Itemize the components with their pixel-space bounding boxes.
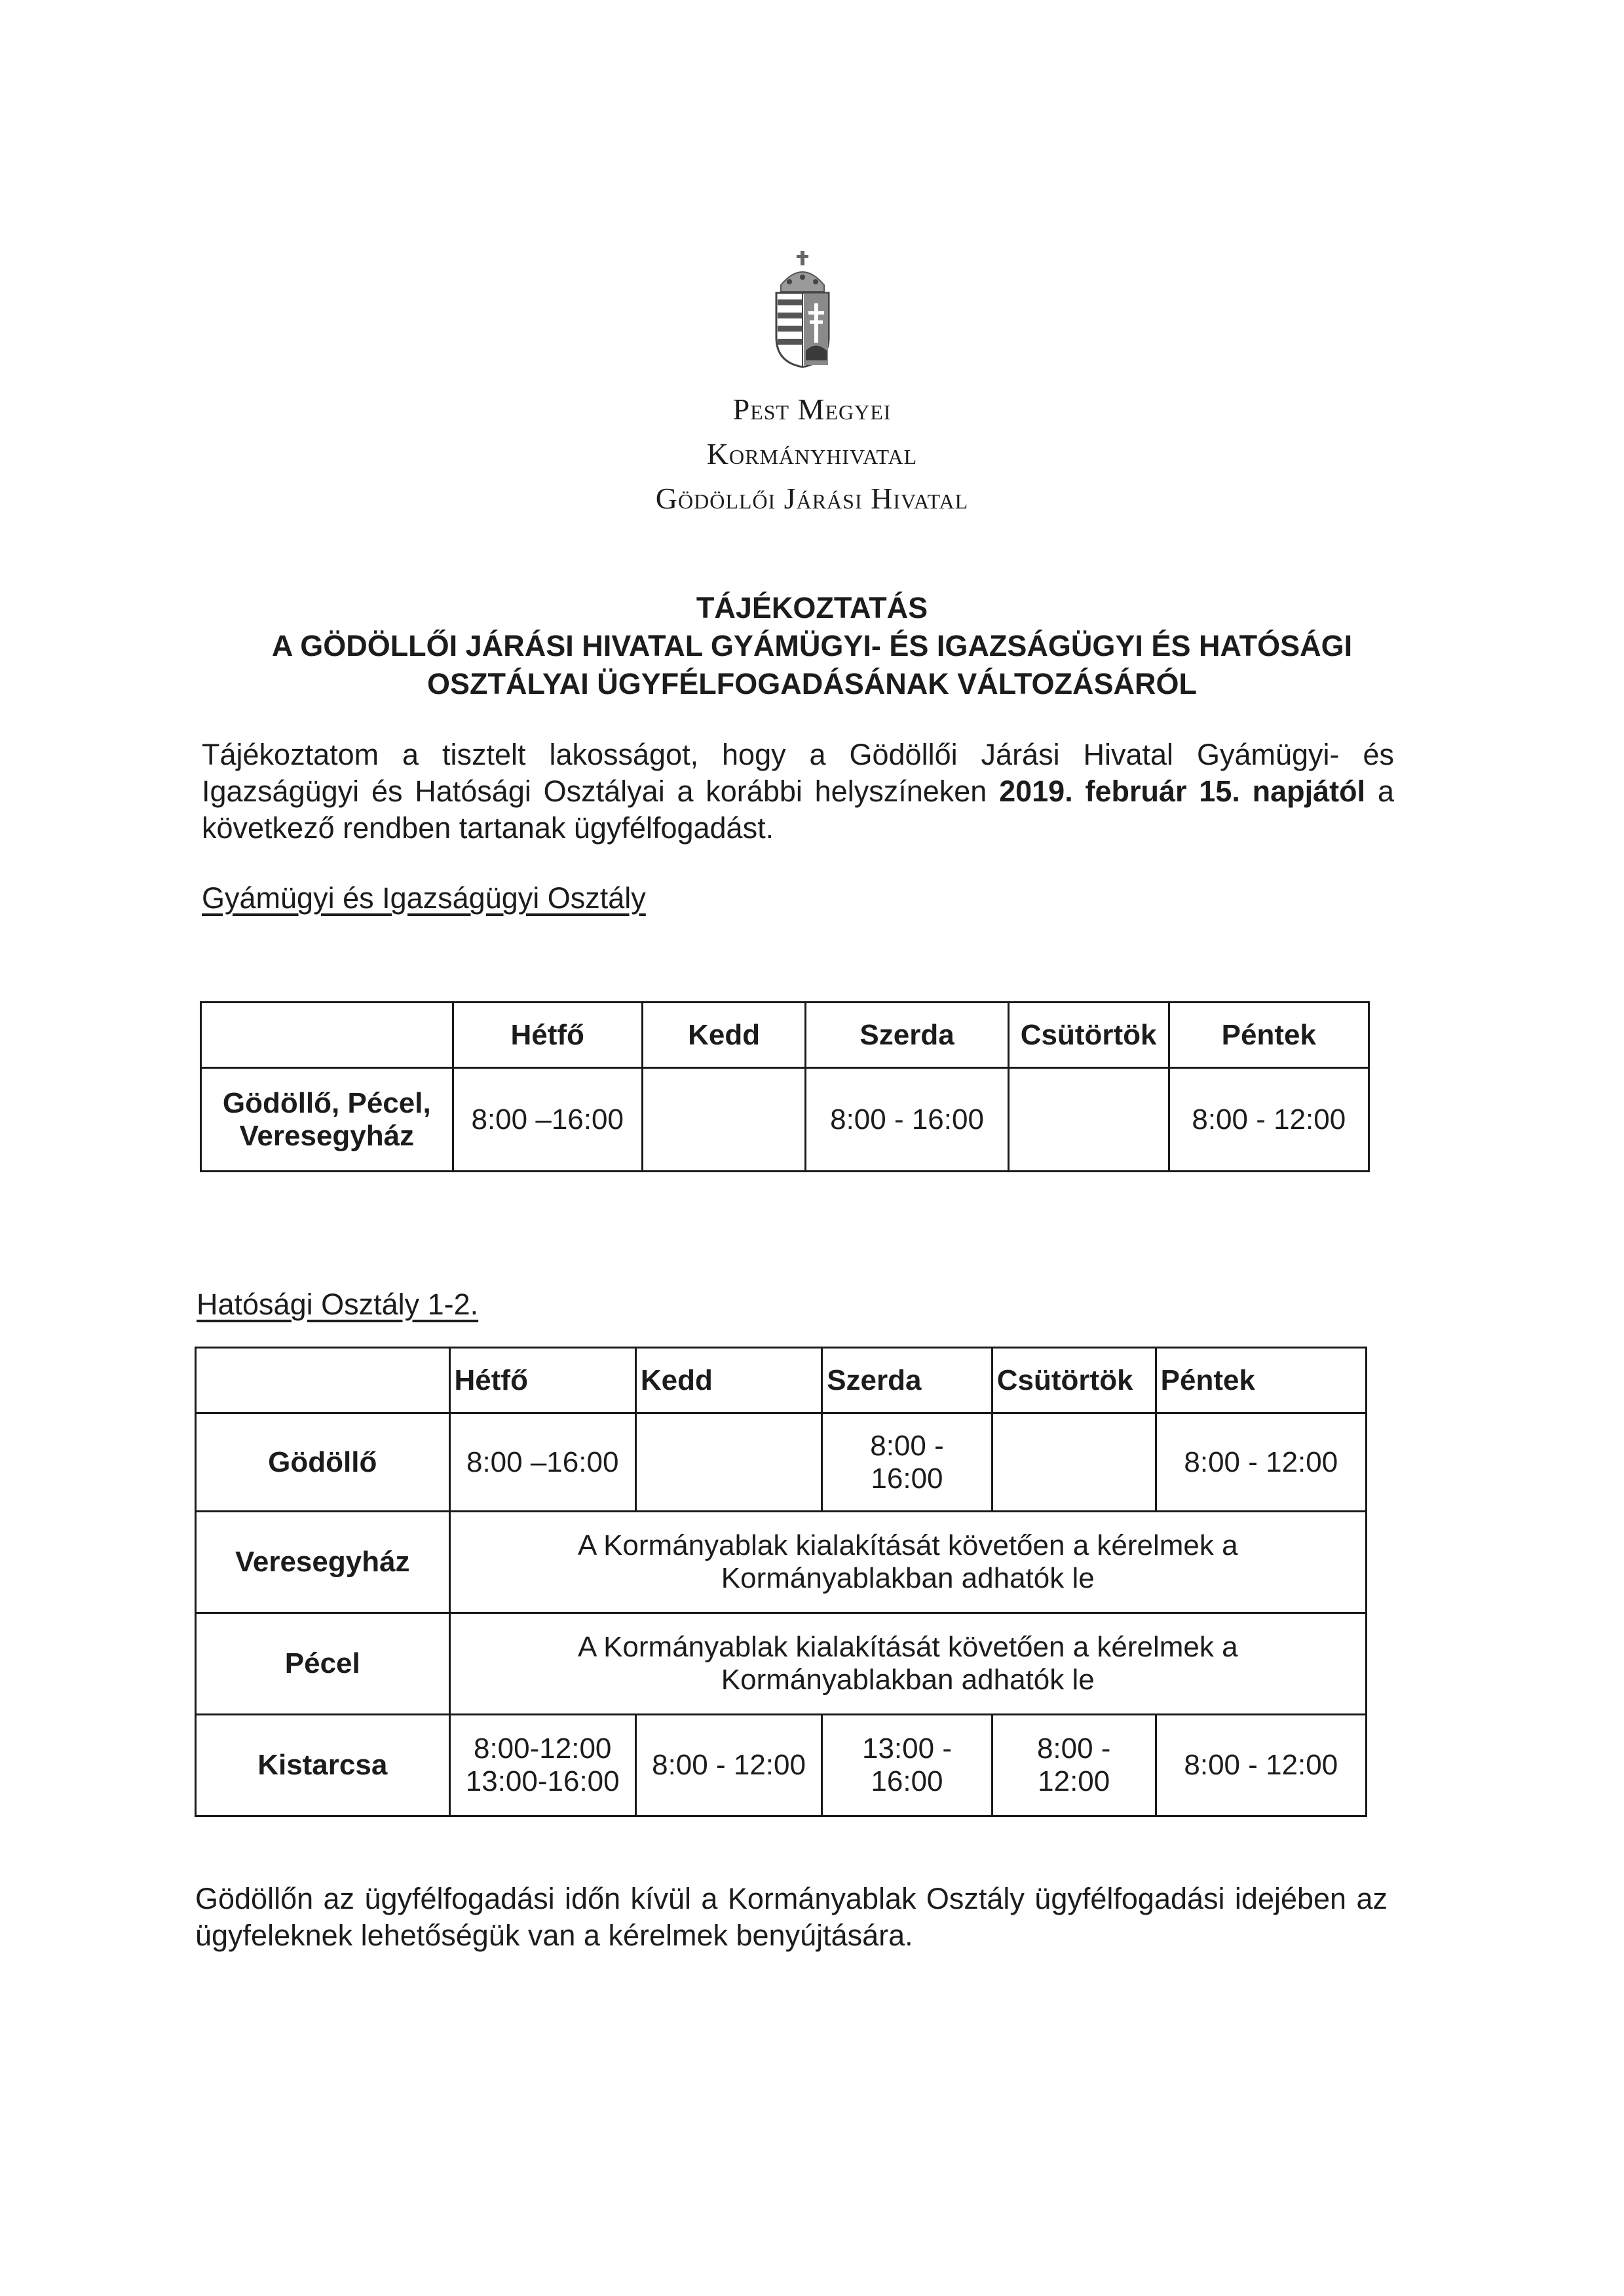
cell-line: 16:00 (871, 1765, 943, 1797)
section2-heading: Hatósági Osztály 1-2. (197, 1288, 479, 1321)
table2-day-header: Hétfő (449, 1348, 635, 1413)
table1-day-header: Csütörtök (1008, 1003, 1169, 1068)
table2-row-label: Gödöllő (196, 1413, 450, 1512)
table2-cell: 8:00 –16:00 (449, 1413, 635, 1512)
org-name-line3: Gödöllői Járási Hivatal (655, 482, 969, 515)
table2-day-header: Szerda (822, 1348, 992, 1413)
table2-cell (992, 1413, 1156, 1512)
table2-note-cell (449, 1512, 1366, 1613)
table2-day-header: Csütörtök (992, 1348, 1156, 1413)
table2-cell (992, 1715, 1156, 1816)
table2-cell: 8:00 - 12:00 (635, 1715, 821, 1816)
row-label-line: Gödöllő, Pécel, (222, 1086, 431, 1119)
intro-paragraph (202, 737, 1394, 847)
table1-cell: 8:00 - 16:00 (806, 1068, 1008, 1172)
intro-text: Tájékoztatom a tisztelt lakosságot, hogy a Gödöllői Járási Hivatal Gyámügyi- és Igazságügyi és Hatósági Osztályai a korábbi helyszíneken (202, 738, 1394, 808)
table2-row-label: Kistarcsa (196, 1715, 450, 1816)
row-label-line: Veresegyház (239, 1119, 415, 1152)
table2-cell: 8:00 - 12:00 (1156, 1715, 1366, 1816)
table2-cell (822, 1715, 992, 1816)
cell-line: 13:00-16:00 (465, 1765, 620, 1797)
table2-cell: 8:00 - 12:00 (1156, 1413, 1366, 1512)
coat-of-arms-icon (766, 246, 839, 370)
table2-day-header: Kedd (635, 1348, 821, 1413)
cell-line: 12:00 (1038, 1765, 1110, 1797)
note-line: A Kormányablak kialakítását követően a kérelmek a (577, 1529, 1238, 1561)
table1-row-label (201, 1068, 453, 1172)
cell-line: 13:00 - (861, 1732, 952, 1765)
cell-line: 16:00 (871, 1462, 943, 1495)
section1-heading: Gyámügyi és Igazságügyi Osztály (202, 881, 646, 915)
table1-day-header: Kedd (642, 1003, 805, 1068)
table1-cell (1008, 1068, 1169, 1172)
footer-paragraph: Gödöllőn az ügyfélfogadási időn kívül a Kormányablak Osztály ügyfélfogadási idejében az ügyfeleknek lehetőségük van a kérelmek benyújtására. (195, 1882, 1388, 1952)
table2-note-cell (449, 1613, 1366, 1715)
table1-day-header: Hétfő (453, 1003, 642, 1068)
schedule-table-1 (200, 1001, 1370, 1172)
table2-row-label: Pécel (196, 1613, 450, 1715)
table2-cell (635, 1413, 821, 1512)
doc-subtitle-line1: A GÖDÖLLŐI JÁRÁSI HIVATAL GYÁMÜGYI- ÉS IGAZSÁGÜGYI ÉS HATÓSÁGI (271, 629, 1353, 662)
doc-subtitle-line2: OSZTÁLYAI ÜGYFÉLFOGADÁSÁNAK VÁLTOZÁSÁRÓL (426, 667, 1198, 700)
cell-line: 8:00 - (870, 1429, 944, 1462)
org-name-line1: Pest Megyei (732, 392, 892, 426)
note-line: A Kormányablak kialakítását követően a kérelmek a (577, 1631, 1238, 1663)
doc-title: TÁJÉKOZTATÁS (696, 591, 928, 624)
table1-day-header: Szerda (806, 1003, 1008, 1068)
note-line: Kormányablakban adhatók le (721, 1562, 1095, 1594)
cell-line: 8:00 - (1036, 1732, 1111, 1765)
table1-cell: 8:00 - 12:00 (1169, 1068, 1369, 1172)
org-name-line2: Kormányhivatal (706, 437, 918, 470)
table1-corner (201, 1003, 453, 1068)
note-line: Kormányablakban adhatók le (721, 1664, 1095, 1696)
table1-cell: 8:00 –16:00 (453, 1068, 642, 1172)
table2-day-header: Péntek (1156, 1348, 1366, 1413)
table2-cell (449, 1715, 635, 1816)
table1-cell (642, 1068, 805, 1172)
schedule-table-2 (195, 1347, 1367, 1817)
cell-line: 8:00-12:00 (473, 1732, 612, 1765)
table2-corner (196, 1348, 450, 1413)
table2-cell (822, 1413, 992, 1512)
table1-day-header: Péntek (1169, 1003, 1369, 1068)
intro-text-end: a következő rendben tartanak ügyfélfogadást. (202, 775, 1394, 845)
intro-date: 2019. február 15. napjától (999, 775, 1366, 808)
table2-row-label: Veresegyház (196, 1512, 450, 1613)
